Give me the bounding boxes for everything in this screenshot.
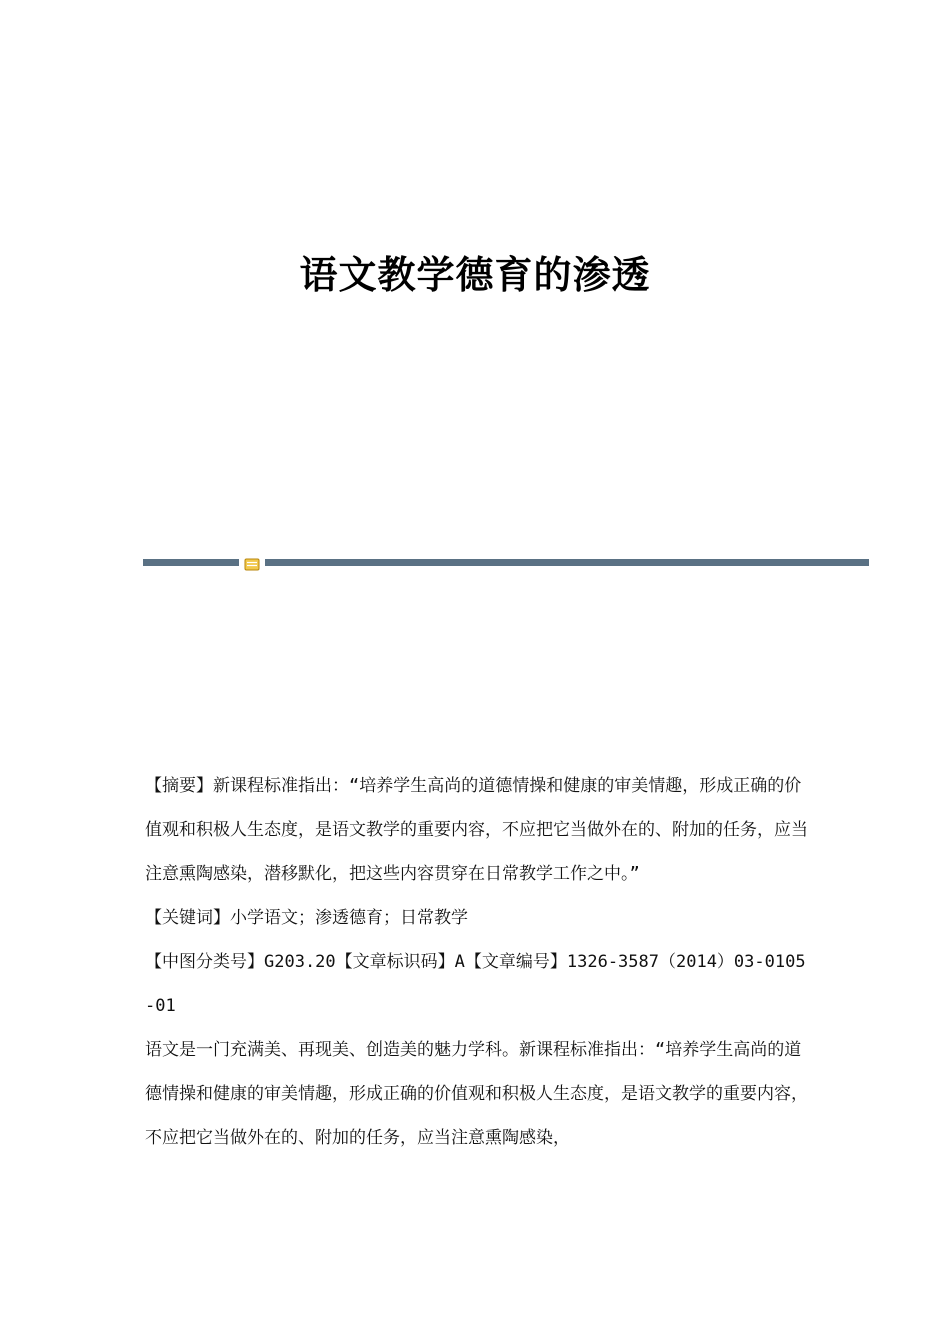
body-paragraph: 语文是一门充满美、再现美、创造美的魅力学科。新课程标准指出：“培养学生高尚的道德情操和健康的审美情趣，形成正确的价值观和积极人生态度，是语文教学的重要内容，不应把它当做外在的、附加的任务，应当注意熏陶感染， [145, 1040, 808, 1148]
document-body [145, 764, 810, 1160]
divider-bar-left [143, 559, 239, 566]
divider-bar-right [265, 559, 869, 566]
document-title: 语文教学德育的渗透 [299, 252, 651, 297]
book-icon [244, 556, 260, 569]
abstract-paragraph: 【摘要】新课程标准指出：“培养学生高尚的道德情操和健康的审美情趣，形成正确的价值观和积极人生态度，是语文教学的重要内容，不应把它当做外在的、附加的任务，应当注意熏陶感染，潜移默化，把这些内容贯穿在日常教学工作之中。” [145, 776, 808, 884]
keywords-paragraph: 【关键词】小学语文；渗透德育；日常教学 [145, 908, 468, 928]
classification-paragraph: 【中图分类号】G203.20【文章标识码】A【文章编号】1326-3587（2014）03-0105-01 [145, 952, 806, 1016]
title-divider [143, 558, 869, 567]
